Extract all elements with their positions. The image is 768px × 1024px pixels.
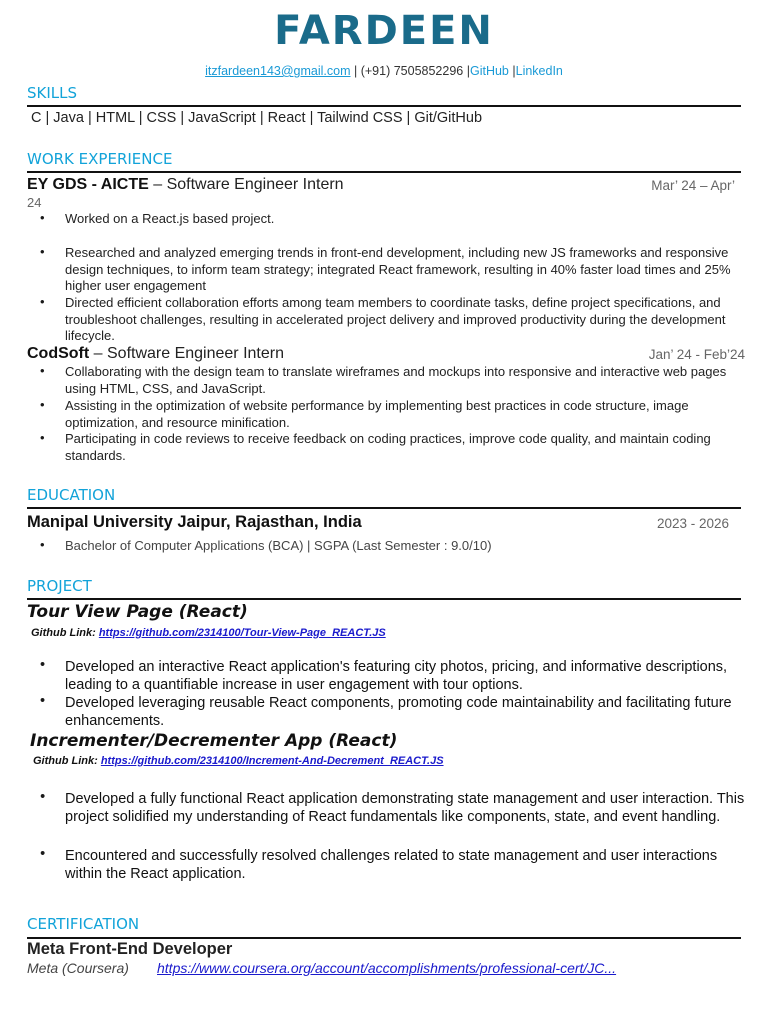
bullet-icon: •: [40, 430, 45, 445]
project-link-line: [33, 755, 444, 767]
list-item: Developed a fully functional React application demonstrating state management and user interaction. This project solidified my understanding of React fundamentals like components, state, and event handling.: [65, 791, 745, 825]
education-date: 2023 - 2026: [656, 516, 729, 531]
list-item: Developed leveraging reusable React components, promoting code maintainability and facilitating future enhancements.: [65, 695, 732, 729]
bullet-icon: •: [40, 537, 45, 552]
section-divider: [27, 171, 741, 173]
bullet-icon: •: [40, 244, 45, 259]
list-item: Encountered and successfully resolved challenges related to state management and user interactions within the React application.: [65, 848, 718, 882]
candidate-name: FARDEEN: [274, 8, 494, 54]
certification-heading: CERTIFICATION: [27, 915, 140, 933]
bullet-icon: •: [40, 657, 46, 673]
link-label: Github Link:: [33, 755, 101, 767]
job-role: – Software Engineer Intern: [89, 345, 284, 362]
skills-heading: SKILLS: [27, 84, 78, 102]
list-item: Participating in code reviews to receive feedback on coding practices, improve code quality, and maintain coding standards.: [65, 431, 711, 463]
github-link[interactable]: GitHub: [469, 64, 509, 78]
bullet-icon: •: [40, 294, 45, 309]
school-name: Manipal University Jaipur, Rajasthan, India: [27, 513, 362, 531]
github-project-link[interactable]: https://github.com/2314100/Tour-View-Page_REACT.JS: [98, 627, 386, 639]
job-date: Mar’ 24 – Apr’: [651, 178, 735, 193]
job-date: Jan’ 24 - Feb’24: [648, 347, 745, 362]
job-company: CodSoft: [27, 345, 90, 362]
list-item: Developed an interactive React application's featuring city photos, pricing, and informative descriptions, leading to a quantifiable increase in user engagement with tour options.: [65, 659, 728, 693]
certification-issuer: Meta (Coursera): [27, 960, 129, 976]
list-item: Worked on a React.js based project.: [65, 211, 275, 226]
separator: |: [463, 64, 470, 78]
bullet-icon: •: [40, 789, 46, 805]
contact-line: [0, 64, 768, 78]
certification-link[interactable]: https://www.coursera.org/account/accomplishments/professional-cert/JC...: [157, 960, 617, 976]
bullet-icon: •: [40, 363, 45, 378]
list-item: Bachelor of Computer Applications (BCA) | SGPA (Last Semester : 9.0/10): [65, 538, 492, 553]
work-heading: WORK EXPERIENCE: [27, 150, 173, 168]
job-date-wrap: 24: [27, 195, 42, 210]
project-title: Incrementer/Decrementer App (React): [30, 731, 398, 751]
section-divider: [27, 507, 741, 509]
email-link[interactable]: itzfardeen143@gmail.com: [205, 64, 351, 78]
section-divider: [27, 937, 741, 939]
linkedin-link[interactable]: LinkedIn: [515, 64, 563, 78]
bullet-icon: •: [40, 846, 46, 862]
section-divider: [27, 105, 741, 107]
job-role: – Software Engineer Intern: [148, 176, 344, 193]
phone-number: (+91) 7505852296: [360, 64, 464, 78]
list-item: Directed efficient collaboration efforts among team members to coordinate tasks, define project specifications, and troubleshoot challenges, resulting in accelerated project delivery and improved productivity during the development lifecycle.: [65, 295, 726, 343]
education-heading: EDUCATION: [27, 486, 116, 504]
github-project-link[interactable]: https://github.com/2314100/Increment-And-Decrement_REACT.JS: [100, 755, 444, 767]
separator: |: [350, 64, 361, 78]
bullet-icon: •: [40, 210, 45, 225]
list-item: Researched and analyzed emerging trends in front-end development, including new JS frameworks and responsive design techniques, to inform team strategy; integrated React framework, resulting in 40% faster load times and 25% higher user engagement: [65, 245, 731, 293]
certification-title: Meta Front-End Developer: [27, 940, 233, 958]
project-link-line: [31, 627, 386, 639]
bullet-icon: •: [40, 397, 45, 412]
project-title: Tour View Page (React): [27, 602, 248, 622]
section-divider: [27, 598, 741, 600]
job-company: EY GDS - AICTE: [27, 176, 149, 193]
project-heading: PROJECT: [27, 577, 92, 595]
list-item: Collaborating with the design team to translate wireframes and mockups into responsive and interactive web pages using HTML, CSS, and JavaScript.: [65, 364, 727, 396]
list-item: Assisting in the optimization of website performance by implementing best practices in code structure, image optimization, and resource minification.: [65, 398, 689, 430]
link-label: Github Link:: [31, 627, 99, 639]
skills-list: C | Java | HTML | CSS | JavaScript | React | Tailwind CSS | Git/GitHub: [31, 110, 483, 126]
bullet-icon: •: [40, 693, 46, 709]
separator: |: [508, 64, 516, 78]
